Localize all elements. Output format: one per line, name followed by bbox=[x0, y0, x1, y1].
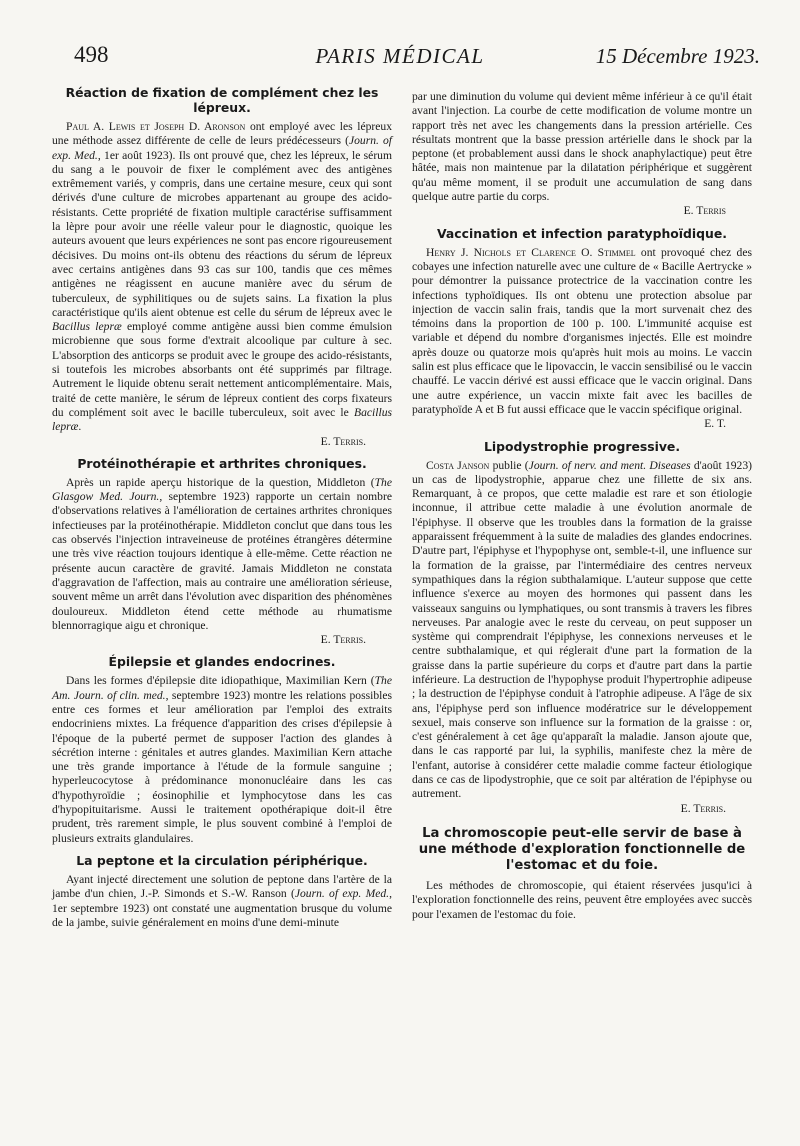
signature: E. T. bbox=[704, 417, 726, 431]
signature: E. Terris. bbox=[320, 434, 366, 448]
text-run: d'août 1923) un cas de lipodystrophie, apparue chez une fillette de six ans. Remarquant, à ce propos, que cette maladie est rare et son étiologie inconnue, il attribue cette maladie à une évolution anormale de l'épiphyse. Il observe que les troubles dans la formation de la graisse apparaissent fréquemment à la suite de maladies des glandes endocrines. D'autre part, l'épiphyse et l'hypophyse ont, semble-t-il, une influence sur la formation de la graisse, par l'intermédiaire des centres nerveux sympathiques dans la région subthalamique. L'auteur suppose que cette influence s'exerce au moyen des hormones qui passent dans les vaisseaux sanguins ou lymphatiques, ou sont transmis à travers les fibres nerveuses. Par analogie avec le reste du cerveau, on peut supposer un système qui comprendrait l'épiphyse, les connexions nerveuses et le centre subthalamique, et qui réglerait d'une part la formation de la graisse dans la partie supérieure du corps et d'autre part dans la partie inférieure. La destruction de l'hypophyse produit l'hypertrophie adipeuse ; la destruction de l'épiphyse conduit à l'atrophie adipeuse. A l'âge de six ans, l'épiphyse perd son influence modératrice sur le développement sexuel, mais conserve son influence sur la formation de la graisse : or, c'est généralement à cet âge qu'apparaît la maladie. Janson ajoute que, dans le cas rapporté par lui, la syphilis, manifeste chez la mère de l'enfant, autorise à considérer cette maladie comme facteur étiologique dans ce cas de lipodystrophie, que ce soit par altération de l'épiphyse ou autrement. bbox=[412, 458, 752, 801]
text-run: ont employé avec les lépreux une méthode assez différente de celle de leurs prédécesseurs ( bbox=[52, 120, 393, 148]
left-column bbox=[52, 78, 392, 930]
right-column bbox=[412, 90, 752, 922]
article-title: Lipodystrophie progressive. bbox=[483, 438, 681, 454]
text-run: , 1er août 1923). Ils ont prouvé que, chez les lépreux, le sérum du sang a le pouvoir de fixer le complément avec des antigènes extrêmement variés, y compris, dans une certaine mesure, ceux qui sont dérivés d'une culture de microbes appartenant au groupe des acido-résistants. Cette propriété de fixation multiple caractérise suffisamment la lèpre pour avoir une réelle valeur pour le diagnostic, quoique les auteurs avouent que leurs expériences ne sont pas encore rigoureusement décisives. Du moins ont-ils obtenu des réactions du sérum de lépreux avec certains antigènes dans 93 cas sur 100, tandis que ces mêmes antigènes ne réagissent en aucune manière avec du sérum de tuberculeux, de syphilitiques ou de sujets sains. La fixation la plus caractéristique qu'ils aient obtenue est celle du sérum de lépreux avec le bbox=[52, 148, 392, 319]
species-name: Bacillus lepræ bbox=[52, 405, 392, 434]
text-run: Ayant injecté directement une solution de peptone dans l'artère de la jambe d'un chien, J.-P. Simonds et S.-W. Ranson ( bbox=[52, 872, 392, 901]
article-title: Protéinothérapie et arthrites chroniques. bbox=[77, 455, 367, 471]
page-header bbox=[40, 40, 760, 74]
authors: Paul A. Lewis et Joseph D. Aronson bbox=[66, 120, 246, 133]
text-run: , 1er septembre 1923) ont constaté une augmentation brusque du volume de la jambe, suivie généralement en moins d'une demi-minute bbox=[52, 887, 392, 929]
journal-ref: Journ. of exp. Med. bbox=[294, 887, 390, 901]
text-run: publie ( bbox=[489, 458, 529, 472]
signature: E. Terris. bbox=[320, 633, 366, 647]
journal-ref: The Am. Journ. of clin. med. bbox=[52, 674, 392, 702]
text-run: , septembre 1923) montre les relations possibles entre ces formes et leur amélioration par l'emploi des extraits endocriniens mixtes. La fréquence d'apparition des crises d'épilepsie à l'époque de la puberté permet de supposer l'action des glandes à sécrétion interne : génitales et autres glandes. Maximilian Kern attache une très grande importance à l'étude de la formule sanguine ; hyperleucocytose à prédominance mononucléaire dans les cas d'hypothyroïdie ; éosinophilie et lymphocytose dans les cas d'hypopituitarisme. Aussi le traitement opothérapique doit-il être prudent, très rarement simple, le plus souvent combiné à l'emploi de plusieurs extraits glandulaires. bbox=[52, 688, 392, 845]
journal-ref: The Glasgow Med. Journ. bbox=[52, 475, 392, 504]
signature: E. Terris bbox=[683, 204, 726, 218]
text-run: ont provoqué chez des cobayes une infection naturelle avec une culture de « Bacille Aertrycke » pour démontrer la puissance protectrice de la vaccination contre les infections typhoïdiques. Ils ont obtenu une protection absolue par injection de vaccin salin frais, tandis que la mort survenait chez des témoins dans la proportion de 100 p. 100. L'immunité acquise est variable et dépend du nombre d'organismes injectés. Elle est moindre après douze ou quatorze mois qu'après huit mois au moins. Le vaccin salin est plus efficace que le lipovaccin, le vaccin sensibilisé ou le vaccin chauffé. Le vaccin dérivé est aussi efficace que le vaccin original. Dans une autre expérience, un vaccin mixte fait avec les bacilles de paratyphoïde A et B fut aussi efficace que le vaccin spécifique original. bbox=[412, 245, 752, 416]
authors: Costa Janson bbox=[426, 458, 490, 472]
journal-ref: Journ. of exp. Med. bbox=[52, 134, 392, 162]
article-title: La peptone et la circulation périphérique. bbox=[76, 852, 368, 868]
page-number: 498 bbox=[74, 42, 109, 67]
issue-date: 15 Décembre 1923. bbox=[595, 44, 760, 68]
text-run: , septembre 1923) rapporte un certain nombre d'observations relatives à l'amélioration de certaines arthrites chroniques infectieuses par la protéinothérapie. Middleton conclut que dans tous les cas observés l'injection intraveineuse de protéines étrangères détermine une très vive réaction toujours identique à elle-même. Cette réaction ne présente aucun caractère de gravité. Jamais Middleton ne constata d'aggravation de l'affection, mais au contraire une amélioration sérieuse, souvent même un arrêt dans l'évolution avec disparition des phénomènes douloureux. Middleton étend cette méthode au rhumatisme blennorragique aigu et chronique. bbox=[52, 490, 392, 632]
article-paragraph bbox=[412, 459, 752, 802]
text-run: employé comme antigène aussi bien comme émulsion microbienne que sous forme d'extrait alcoolique par culture à sec. L'absorption des anticorps se produit avec le groupe des acido-résistants, si toutefois les microbes absorbants ont été supprimés par filtrage. Autrement le liquide obtenu serait nettement anticomplémentaire. Mais, traité de cette manière, le sérum de lépreux contient des corps fixateurs du complément soit avec le bacille tuberculeux, soit avec le bbox=[52, 320, 392, 419]
journal-ref: Journ. of nerv. and ment. Diseases bbox=[528, 458, 691, 472]
article-paragraph bbox=[52, 120, 392, 435]
text-run: Après un rapide aperçu historique de la question, Middleton ( bbox=[66, 475, 375, 489]
article-paragraph bbox=[52, 674, 392, 846]
article-paragraph bbox=[412, 246, 752, 418]
authors: Henry J. Nichols et Clarence O. Stimmel bbox=[426, 245, 636, 259]
article-title: Réaction de fixation de complément chez les lépreux. bbox=[65, 85, 379, 115]
article-paragraph: Les méthodes de chromoscopie, qui étaient réservées jusqu'ici à l'exploration fonctionnelle des reins, peuvent être employées avec succès pour l'examen de l'estomac du foie. bbox=[412, 878, 752, 921]
article-paragraph: par une diminution du volume qui devient même inférieur à ce qu'il était avant l'injection. La courbe de cette modification de volume montre un rapport très net avec les changements dans la pression artérielle. Ces résultats montrent que la basse pression artérielle dans le shock par la peptone (et probablement aussi dans le shock anaphylactique) peut être hâtée, mais non maintenue par la dilatation périphérique et suggèrent qu'au même moment, il se produit une accumulation de sang dans quelque autre partie du corps. bbox=[412, 90, 752, 204]
article-title: La chromoscopie peut-elle servir de base à une méthode d'exploration fonctionnelle de l'estomac et du foie. bbox=[418, 825, 746, 873]
article-title: Épilepsie et glandes endocrines. bbox=[108, 654, 336, 670]
article-title: Vaccination et infection paratyphoïdique. bbox=[437, 225, 727, 241]
signature: E. Terris. bbox=[680, 801, 726, 815]
journal-title: PARIS MÉDICAL bbox=[315, 44, 485, 68]
species-name: Bacillus lepræ bbox=[52, 320, 122, 334]
article-paragraph bbox=[52, 873, 392, 930]
text-run: . bbox=[78, 420, 82, 434]
text-run: Dans les formes d'épilepsie dite idiopathique, Maximilian Kern ( bbox=[66, 674, 375, 688]
article-paragraph bbox=[52, 476, 392, 633]
